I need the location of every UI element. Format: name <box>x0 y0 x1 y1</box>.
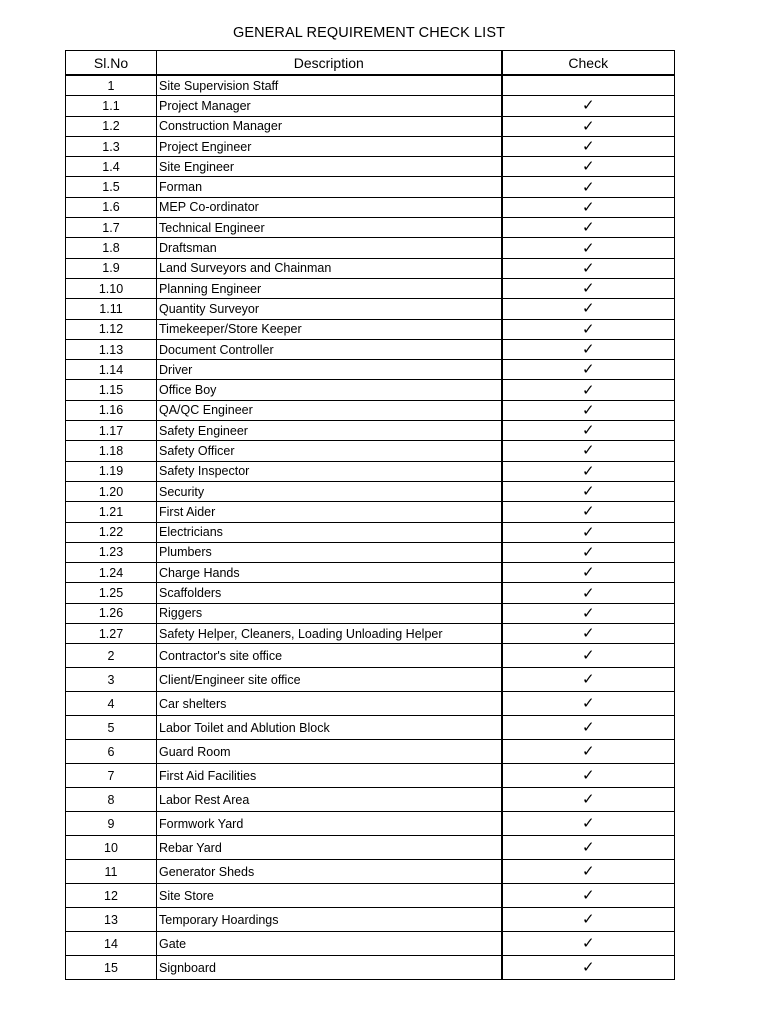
row-sl-no: 1.8 <box>66 238 157 258</box>
row-sl-no: 1.6 <box>66 197 157 217</box>
checkmark-icon: ✓ <box>581 299 595 318</box>
table-row <box>66 157 675 177</box>
table-row <box>66 603 675 623</box>
checkmark-icon: ✓ <box>581 238 595 257</box>
row-check <box>502 644 675 668</box>
row-description: Signboard <box>157 956 502 980</box>
row-sl-no: 1.13 <box>66 339 157 359</box>
table-row <box>66 644 675 668</box>
row-check <box>502 716 675 740</box>
checkmark-icon: ✓ <box>581 646 595 665</box>
row-sl-no: 1.24 <box>66 563 157 583</box>
table-row <box>66 116 675 136</box>
table-row <box>66 96 675 116</box>
row-check <box>502 884 675 908</box>
table-row <box>66 299 675 319</box>
checkmark-icon: ✓ <box>581 718 595 737</box>
row-description: First Aider <box>157 502 502 522</box>
checkmark-icon: ✓ <box>581 790 595 809</box>
table-row <box>66 461 675 481</box>
row-sl-no: 1.16 <box>66 400 157 420</box>
row-sl-no: 1.19 <box>66 461 157 481</box>
row-sl-no: 1.12 <box>66 319 157 339</box>
row-description: Office Boy <box>157 380 502 400</box>
row-description: Technical Engineer <box>157 218 502 238</box>
header-row <box>66 51 675 76</box>
header-sl-no: Sl.No <box>66 51 157 76</box>
table-row <box>66 319 675 339</box>
row-sl-no: 1.22 <box>66 522 157 542</box>
row-sl-no: 4 <box>66 692 157 716</box>
checkmark-icon: ✓ <box>581 258 595 277</box>
row-check <box>502 692 675 716</box>
checkmark-icon: ✓ <box>581 670 595 689</box>
row-sl-no: 9 <box>66 812 157 836</box>
checkmark-icon: ✓ <box>581 742 595 761</box>
row-check <box>502 360 675 380</box>
row-check <box>502 157 675 177</box>
checkmark-icon: ✓ <box>581 218 595 237</box>
row-description: First Aid Facilities <box>157 764 502 788</box>
row-sl-no: 13 <box>66 908 157 932</box>
row-sl-no: 1.5 <box>66 177 157 197</box>
row-check <box>502 441 675 461</box>
checkmark-icon: ✓ <box>581 421 595 440</box>
checkmark-icon: ✓ <box>581 694 595 713</box>
table-row <box>66 400 675 420</box>
row-check <box>502 908 675 932</box>
table-row <box>66 542 675 562</box>
table-row <box>66 481 675 501</box>
row-sl-no: 14 <box>66 932 157 956</box>
row-description: Charge Hands <box>157 563 502 583</box>
row-check <box>502 339 675 359</box>
table-body <box>66 75 675 980</box>
row-description: Forman <box>157 177 502 197</box>
row-description: Riggers <box>157 603 502 623</box>
row-description: Generator Sheds <box>157 860 502 884</box>
row-sl-no: 1.23 <box>66 542 157 562</box>
row-check <box>502 299 675 319</box>
checkmark-icon: ✓ <box>581 461 595 480</box>
row-check <box>502 563 675 583</box>
checkmark-icon: ✓ <box>581 502 595 521</box>
row-check <box>502 542 675 562</box>
row-check <box>502 461 675 481</box>
table-row <box>66 421 675 441</box>
checkmark-icon: ✓ <box>581 958 595 977</box>
row-check <box>502 764 675 788</box>
row-sl-no: 1.3 <box>66 136 157 156</box>
row-description: Guard Room <box>157 740 502 764</box>
row-description: Client/Engineer site office <box>157 668 502 692</box>
table-row <box>66 522 675 542</box>
checkmark-icon: ✓ <box>581 116 595 135</box>
checkmark-icon: ✓ <box>581 177 595 196</box>
checkmark-icon: ✓ <box>581 542 595 561</box>
row-check <box>502 197 675 217</box>
row-description: Driver <box>157 360 502 380</box>
row-description: Scaffolders <box>157 583 502 603</box>
row-description: Rebar Yard <box>157 836 502 860</box>
row-sl-no: 1.4 <box>66 157 157 177</box>
row-description: Security <box>157 481 502 501</box>
row-sl-no: 12 <box>66 884 157 908</box>
row-description: Electricians <box>157 522 502 542</box>
row-description: MEP Co-ordinator <box>157 197 502 217</box>
row-check <box>502 624 675 644</box>
row-description: Gate <box>157 932 502 956</box>
table-row <box>66 278 675 298</box>
row-check <box>502 258 675 278</box>
table-row <box>66 502 675 522</box>
checkmark-icon: ✓ <box>581 482 595 501</box>
row-check <box>502 400 675 420</box>
table-row <box>66 360 675 380</box>
row-sl-no: 1.18 <box>66 441 157 461</box>
table-row <box>66 75 675 96</box>
row-sl-no: 7 <box>66 764 157 788</box>
table-row <box>66 441 675 461</box>
table-row <box>66 197 675 217</box>
checkmark-icon: ✓ <box>581 910 595 929</box>
row-sl-no: 1.10 <box>66 278 157 298</box>
table-row <box>66 258 675 278</box>
row-sl-no: 10 <box>66 836 157 860</box>
row-description: Safety Inspector <box>157 461 502 481</box>
row-description: Document Controller <box>157 339 502 359</box>
table-row <box>66 218 675 238</box>
row-check <box>502 421 675 441</box>
row-description: Site Engineer <box>157 157 502 177</box>
row-sl-no: 15 <box>66 956 157 980</box>
table-row <box>66 788 675 812</box>
row-description: Car shelters <box>157 692 502 716</box>
table-row <box>66 136 675 156</box>
checkmark-icon: ✓ <box>581 766 595 785</box>
row-sl-no: 1.26 <box>66 603 157 623</box>
checkmark-icon: ✓ <box>581 279 595 298</box>
row-check <box>502 932 675 956</box>
table-row <box>66 624 675 644</box>
row-check <box>502 481 675 501</box>
row-check <box>502 75 675 96</box>
row-check <box>502 136 675 156</box>
checkmark-icon: ✓ <box>581 814 595 833</box>
table-row <box>66 860 675 884</box>
checkmark-icon: ✓ <box>581 862 595 881</box>
checkmark-icon: ✓ <box>581 400 595 419</box>
row-description: Timekeeper/Store Keeper <box>157 319 502 339</box>
row-sl-no: 1.20 <box>66 481 157 501</box>
table-row <box>66 692 675 716</box>
checkmark-icon: ✓ <box>581 137 595 156</box>
table-row <box>66 884 675 908</box>
row-sl-no: 1.27 <box>66 624 157 644</box>
checkmark-icon: ✓ <box>581 441 595 460</box>
table-row <box>66 563 675 583</box>
row-description: QA/QC Engineer <box>157 400 502 420</box>
table-row <box>66 764 675 788</box>
header-description: Description <box>157 51 502 76</box>
checkmark-icon: ✓ <box>581 603 595 622</box>
table-row <box>66 812 675 836</box>
row-description: Labor Rest Area <box>157 788 502 812</box>
row-check <box>502 502 675 522</box>
table-row <box>66 740 675 764</box>
table-row <box>66 908 675 932</box>
checkmark-icon: ✓ <box>581 360 595 379</box>
checkmark-icon: ✓ <box>581 340 595 358</box>
row-sl-no: 1.1 <box>66 96 157 116</box>
row-description: Formwork Yard <box>157 812 502 836</box>
row-description: Quantity Surveyor <box>157 299 502 319</box>
row-sl-no: 1.15 <box>66 380 157 400</box>
checkmark-icon: ✓ <box>581 380 595 399</box>
page-title: GENERAL REQUIREMENT CHECK LIST <box>232 25 506 41</box>
row-check <box>502 668 675 692</box>
row-check <box>502 788 675 812</box>
row-description: Project Engineer <box>157 136 502 156</box>
row-description: Safety Engineer <box>157 421 502 441</box>
row-sl-no: 1.17 <box>66 421 157 441</box>
checkmark-icon: ✓ <box>581 934 595 953</box>
checklist-table <box>65 50 675 980</box>
row-check <box>502 812 675 836</box>
checkmark-icon: ✓ <box>581 563 595 582</box>
row-check <box>502 278 675 298</box>
row-description: Safety Helper, Cleaners, Loading Unloading Helper <box>157 624 502 644</box>
row-check <box>502 583 675 603</box>
row-sl-no: 3 <box>66 668 157 692</box>
row-description: Site Store <box>157 884 502 908</box>
row-sl-no: 1.25 <box>66 583 157 603</box>
table-row <box>66 716 675 740</box>
checkmark-icon: ✓ <box>581 96 595 115</box>
checkmark-icon: ✓ <box>581 838 595 857</box>
table-row <box>66 836 675 860</box>
row-description: Land Surveyors and Chainman <box>157 258 502 278</box>
row-description: Labor Toilet and Ablution Block <box>157 716 502 740</box>
table-row <box>66 380 675 400</box>
checkmark-icon: ✓ <box>581 157 595 176</box>
row-check <box>502 380 675 400</box>
checkmark-icon: ✓ <box>581 197 595 216</box>
checkmark-icon: ✓ <box>581 522 595 541</box>
row-description: Safety Officer <box>157 441 502 461</box>
row-description: Contractor's site office <box>157 644 502 668</box>
row-check <box>502 956 675 980</box>
table-row <box>66 238 675 258</box>
row-check <box>502 319 675 339</box>
table-row <box>66 583 675 603</box>
row-sl-no: 1 <box>66 75 157 96</box>
row-check <box>502 740 675 764</box>
header-check: Check <box>502 51 675 76</box>
row-sl-no: 1.7 <box>66 218 157 238</box>
checkmark-icon: ✓ <box>581 583 595 602</box>
table-row <box>66 956 675 980</box>
row-description: Construction Manager <box>157 116 502 136</box>
row-check <box>502 522 675 542</box>
row-description: Project Manager <box>157 96 502 116</box>
table-row <box>66 932 675 956</box>
row-sl-no: 1.9 <box>66 258 157 278</box>
row-description: Planning Engineer <box>157 278 502 298</box>
checkmark-icon: ✓ <box>581 624 595 643</box>
row-check <box>502 860 675 884</box>
row-check <box>502 836 675 860</box>
table-row <box>66 339 675 359</box>
row-sl-no: 1.2 <box>66 116 157 136</box>
row-sl-no: 1.14 <box>66 360 157 380</box>
row-check <box>502 96 675 116</box>
row-sl-no: 6 <box>66 740 157 764</box>
row-sl-no: 2 <box>66 644 157 668</box>
row-sl-no: 1.21 <box>66 502 157 522</box>
table-row <box>66 177 675 197</box>
checkmark-icon: ✓ <box>581 319 595 338</box>
row-sl-no: 5 <box>66 716 157 740</box>
row-check <box>502 603 675 623</box>
row-check <box>502 177 675 197</box>
row-check <box>502 218 675 238</box>
row-sl-no: 8 <box>66 788 157 812</box>
row-description: Draftsman <box>157 238 502 258</box>
row-sl-no: 1.11 <box>66 299 157 319</box>
row-description: Site Supervision Staff <box>157 75 502 96</box>
checkmark-icon: ✓ <box>581 886 595 905</box>
row-sl-no: 11 <box>66 860 157 884</box>
table-row <box>66 668 675 692</box>
row-check <box>502 238 675 258</box>
row-description: Temporary Hoardings <box>157 908 502 932</box>
row-description: Plumbers <box>157 542 502 562</box>
row-check <box>502 116 675 136</box>
